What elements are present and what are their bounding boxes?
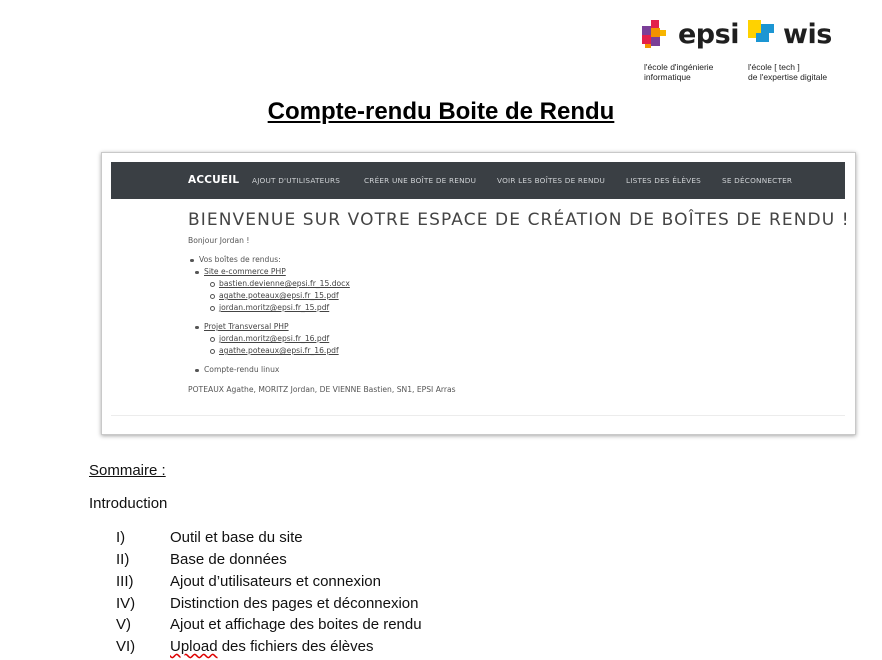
- box-link[interactable]: Projet Transversal PHP: [204, 322, 289, 331]
- toc-entry: Distinction des pages et déconnexion: [170, 595, 419, 612]
- file-link[interactable]: jordan.moritz@epsi.fr_15.pdf: [219, 303, 330, 312]
- box-item-plain: Compte-rendu linux: [204, 365, 280, 374]
- site-screenshot: [101, 152, 856, 435]
- toc-number: II): [116, 551, 130, 568]
- nav-listes-eleves[interactable]: LISTES DES ÉLÈVES: [626, 176, 701, 185]
- toc-entry: Ajout et affichage des boites de rendu: [170, 616, 422, 633]
- epsi-mark-icon: [642, 20, 668, 48]
- file-link[interactable]: agathe.poteaux@epsi.fr_16.pdf: [219, 346, 339, 355]
- document-title: Compte-rendu Boite de Rendu: [267, 98, 615, 125]
- site-welcome-heading: BIENVENUE SUR VOTRE ESPACE DE CRÉATION DE BOÎTES DE RENDU !: [188, 210, 850, 230]
- toc-number: VI): [116, 638, 136, 655]
- file-link[interactable]: jordan.moritz@epsi.fr_16.pdf: [219, 334, 330, 343]
- toc-number: IV): [116, 595, 136, 612]
- epsi-logo: [642, 18, 742, 88]
- wis-mark-icon: [748, 20, 776, 48]
- toc-entry: Ajout d’utilisateurs et connexion: [170, 573, 381, 590]
- nav-creer-boite[interactable]: CRÉER UNE BOÎTE DE RENDU: [364, 176, 477, 185]
- footer-divider: [111, 415, 845, 416]
- toc-entry: Upload des fichiers des élèves: [170, 638, 374, 655]
- wis-wordmark: wis: [783, 19, 832, 50]
- site-footer-credits: POTEAUX Agathe, MORITZ Jordan, DE VIENNE Bastien, SN1, EPSI Arras: [188, 385, 456, 394]
- nav-accueil[interactable]: ACCUEIL: [188, 174, 240, 186]
- wis-tagline: l'école [ tech ] de l'expertise digitale: [748, 62, 828, 82]
- toc-introduction: Introduction: [89, 495, 168, 512]
- epsi-wordmark: epsi: [678, 19, 739, 50]
- epsi-tagline: l'école d'ingénierie informatique: [644, 62, 714, 82]
- nav-deconnecter[interactable]: SE DÉCONNECTER: [722, 176, 793, 185]
- wis-logo: [748, 18, 848, 88]
- toc-entry: Base de données: [170, 551, 287, 568]
- toc-number: V): [116, 616, 131, 633]
- file-link[interactable]: bastien.devienne@epsi.fr_15.docx: [219, 279, 350, 288]
- site-navbar: [111, 162, 845, 199]
- nav-voir-boites[interactable]: VOIR LES BOÎTES DE RENDU: [497, 176, 606, 185]
- site-greeting: Bonjour Jordan !: [188, 236, 250, 245]
- spellcheck-word: Upload: [170, 638, 218, 655]
- summary-heading: Sommaire :: [89, 462, 166, 479]
- file-link[interactable]: agathe.poteaux@epsi.fr_15.pdf: [219, 291, 339, 300]
- nav-ajout-utilisateurs[interactable]: AJOUT D'UTILISATEURS: [252, 176, 341, 185]
- toc-number: I): [116, 529, 126, 546]
- box-link[interactable]: Site e-commerce PHP: [204, 267, 286, 276]
- toc-number: III): [116, 573, 134, 590]
- boxes-label: Vos boîtes de rendus:: [199, 255, 281, 264]
- toc-entry: Outil et base du site: [170, 529, 303, 546]
